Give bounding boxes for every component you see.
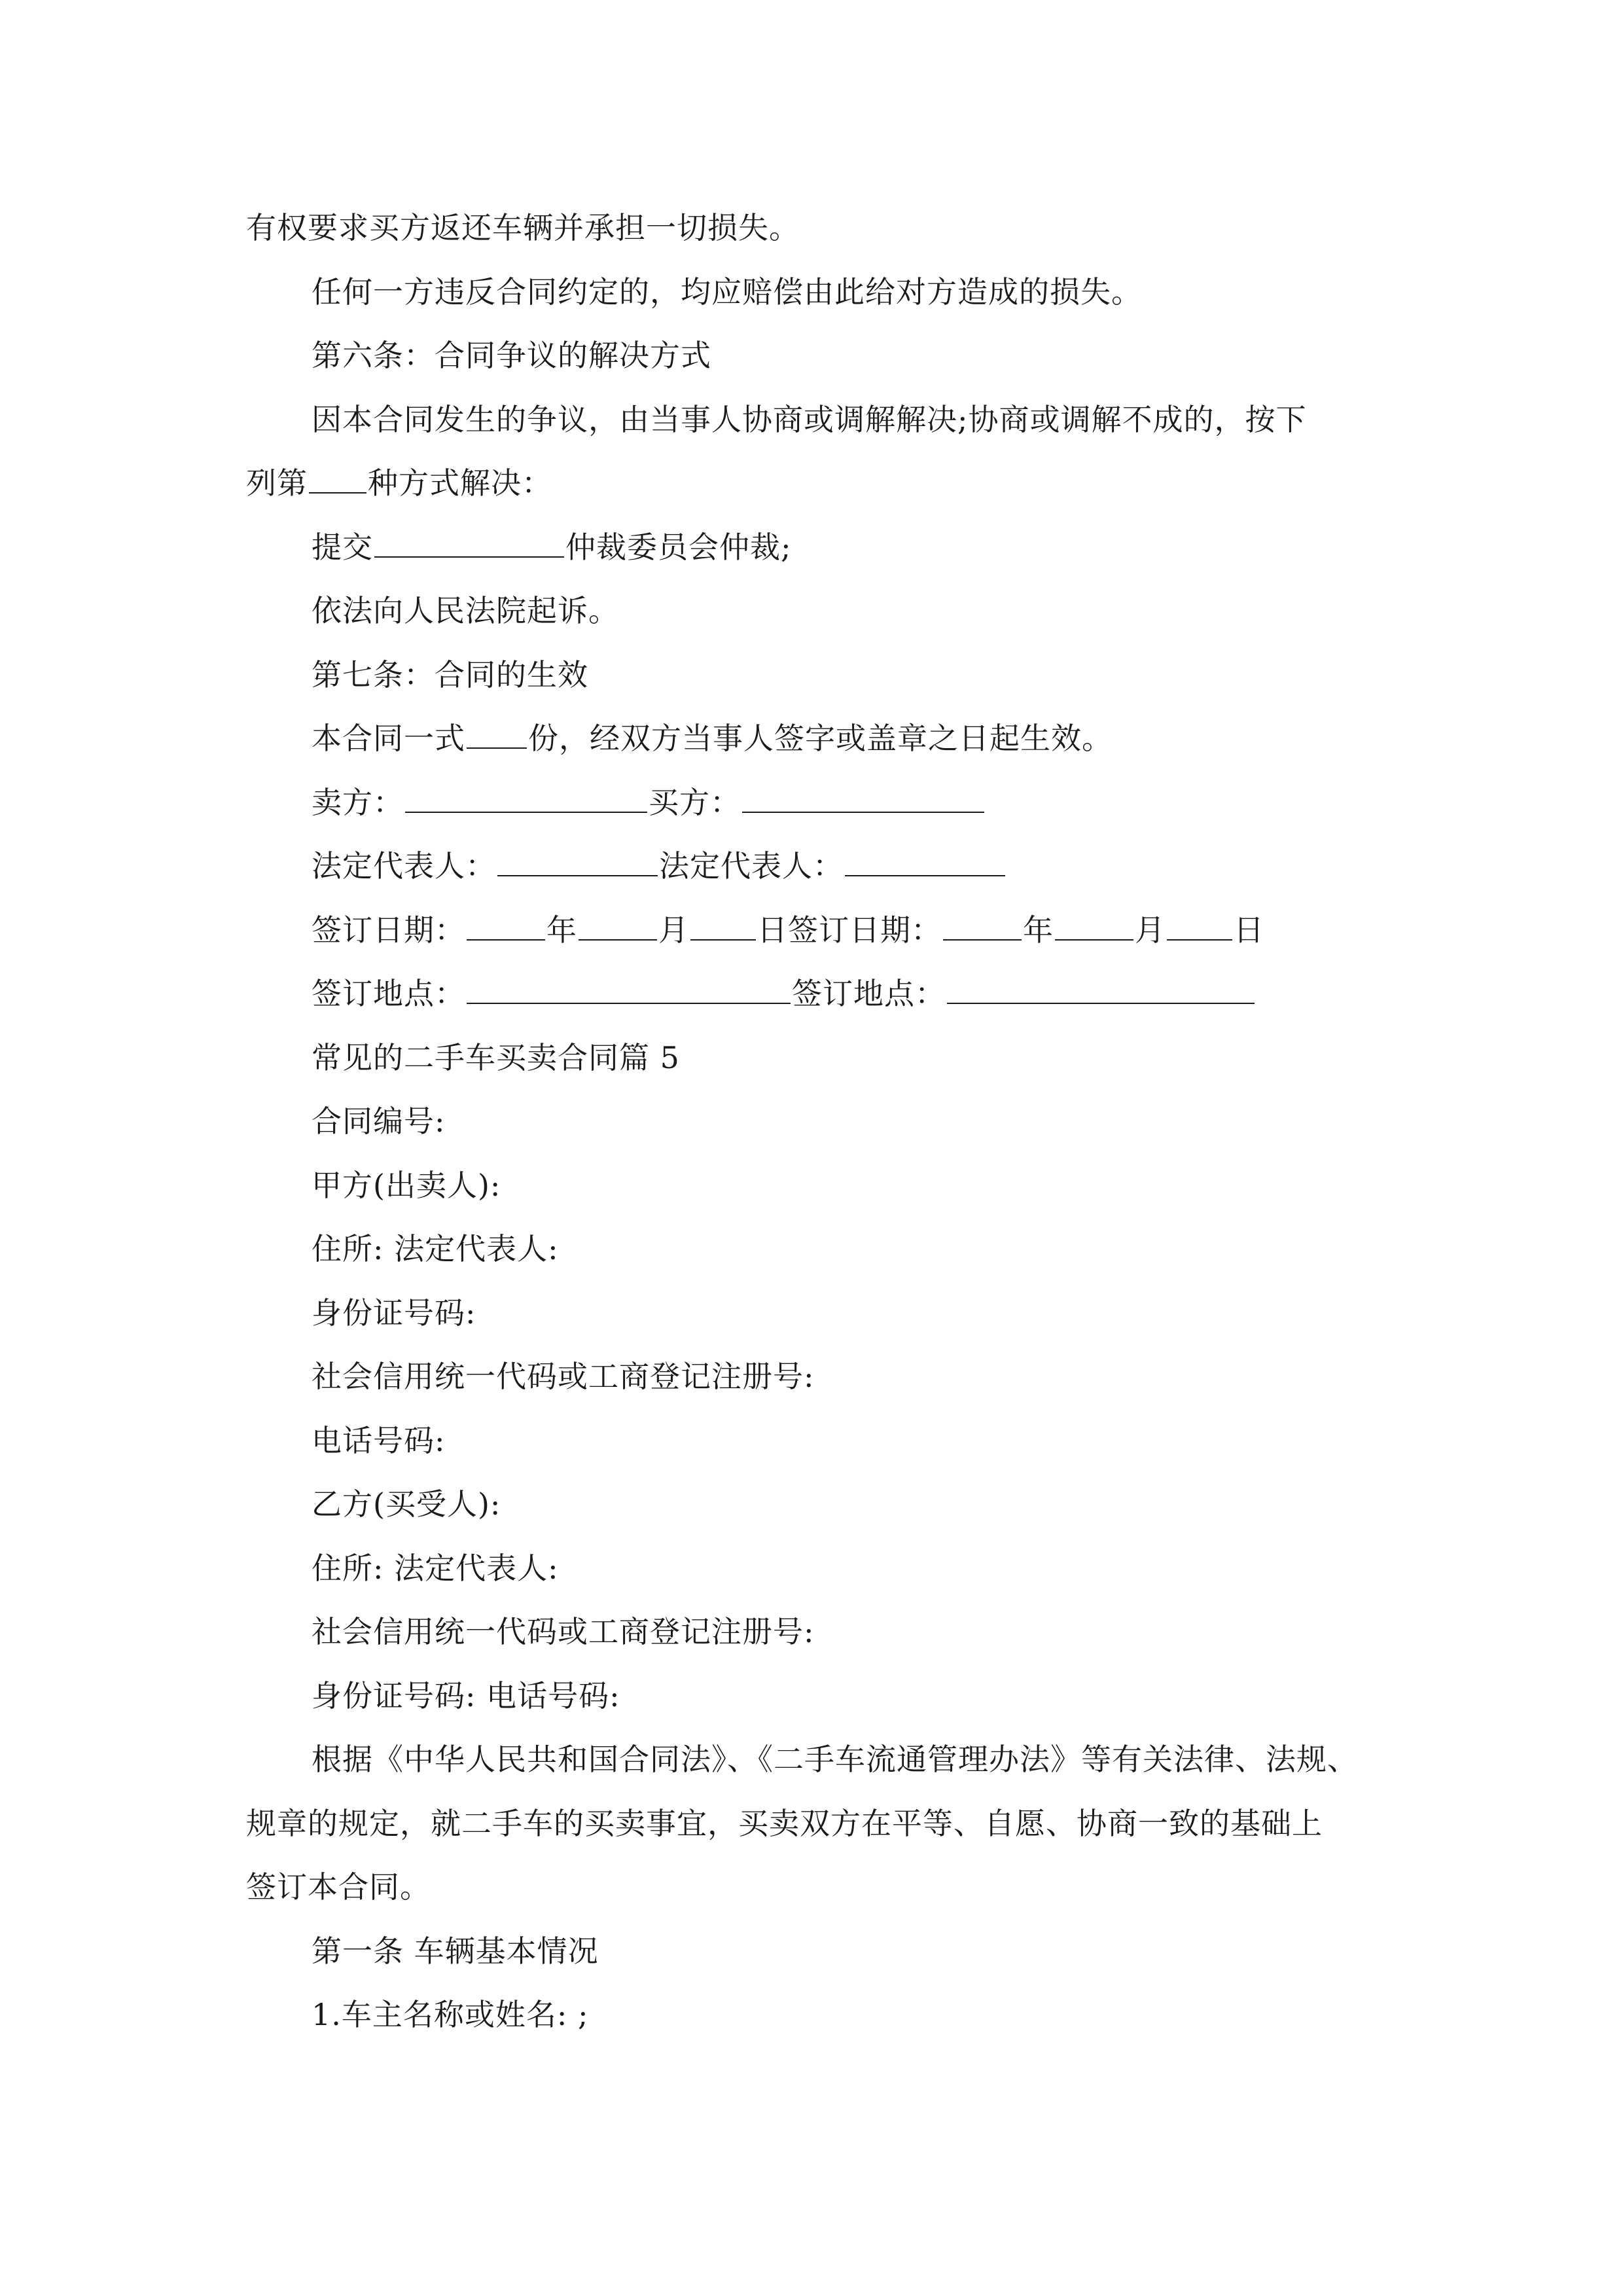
dispute-option-prefix: 列第	[246, 465, 308, 501]
document-body	[246, 196, 1378, 2047]
seller-year-blank[interactable]	[467, 913, 545, 941]
seller-place-label: 签订地点：	[312, 976, 465, 1011]
buyer-month-unit: 月	[1135, 912, 1166, 948]
buyer-year-blank[interactable]	[943, 913, 1022, 941]
buyer-signature-blank[interactable]	[742, 785, 984, 813]
paragraph-breach-compensation: 任何一方违反合同约定的，均应赔偿由此给对方造成的损失。	[312, 274, 1142, 310]
seller-month-unit: 月	[658, 912, 689, 948]
arbitration-suffix: 仲裁委员会仲裁;	[565, 529, 792, 565]
paragraph-dispute-line-1: 因本合同发生的争议，由当事人协商或调解解决;协商或调解不成的，按下	[312, 401, 1307, 437]
paragraph-dispute-line-2	[246, 452, 1378, 516]
basis-paragraph-line-3: 签订本合同。	[246, 1869, 431, 1905]
arbitration-prefix: 提交	[312, 529, 373, 565]
signing-place-row	[246, 962, 1378, 1026]
party-b-credit-code: 社会信用统一代码或工商登记注册号:	[312, 1614, 815, 1649]
seller-signature-blank[interactable]	[405, 785, 647, 813]
arbitration-option	[246, 516, 1378, 580]
party-a-credit-code: 社会信用统一代码或工商登记注册号:	[312, 1359, 815, 1394]
buyer-date-label: 日签订日期：	[757, 912, 942, 948]
party-a-phone: 电话号码:	[312, 1422, 446, 1458]
buyer-day-unit: 日	[1234, 912, 1264, 948]
dispute-option-suffix: 种方式解决：	[368, 465, 552, 501]
party-a-id-number: 身份证号码:	[312, 1295, 476, 1331]
article-7-heading: 第七条：合同的生效	[312, 656, 588, 692]
contract-number: 合同编号:	[312, 1103, 446, 1139]
seller-legal-rep-label: 法定代表人：	[312, 848, 496, 884]
signature-parties-row	[246, 771, 1378, 835]
buyer-legal-rep-label: 法定代表人：	[659, 848, 844, 884]
basis-paragraph-line-1: 根据《中华人民共和国合同法》、《二手车流通管理办法》等有关法律、法规、	[312, 1742, 1358, 1777]
buyer-label: 买方：	[649, 784, 741, 820]
article-1-heading: 第一条 车辆基本情况	[312, 1933, 599, 1969]
party-b-address: 住所: 法定代表人:	[312, 1550, 559, 1586]
buyer-day-blank[interactable]	[1167, 913, 1232, 941]
article-6-heading: 第六条：合同争议的解决方式	[312, 338, 711, 373]
dispute-option-blank[interactable]	[309, 466, 366, 493]
paragraph-return-vehicle: 有权要求买方返还车辆并承担一切损失。	[246, 210, 800, 245]
seller-legal-rep-blank[interactable]	[497, 849, 658, 876]
court-option: 依法向人民法院起诉。	[312, 593, 619, 628]
legal-representative-row	[246, 834, 1378, 899]
seller-date-label: 签订日期：	[312, 912, 465, 948]
buyer-month-blank[interactable]	[1055, 913, 1133, 941]
party-a-address: 住所: 法定代表人:	[312, 1231, 559, 1266]
seller-year-unit: 年	[546, 912, 577, 948]
signing-date-row	[246, 899, 1378, 963]
party-a-heading: 甲方(出卖人):	[312, 1167, 501, 1203]
arbitration-committee-blank[interactable]	[374, 530, 564, 558]
basis-paragraph-line-2: 规章的规定，就二手车的买卖事宜，买卖双方在平等、自愿、协商一致的基础上	[246, 1805, 1323, 1841]
effect-clause	[246, 707, 1378, 771]
copies-count-blank[interactable]	[467, 721, 527, 749]
effect-prefix: 本合同一式	[312, 721, 465, 756]
party-b-id-phone: 身份证号码: 电话号码:	[312, 1677, 620, 1713]
seller-day-blank[interactable]	[690, 913, 756, 941]
seller-label: 卖方：	[312, 784, 404, 820]
buyer-legal-rep-blank[interactable]	[845, 849, 1005, 876]
buyer-place-blank[interactable]	[947, 977, 1255, 1004]
effect-suffix: 份，经双方当事人签字或盖章之日起生效。	[528, 721, 1113, 756]
seller-place-blank[interactable]	[467, 977, 791, 1004]
buyer-place-label: 签订地点：	[792, 976, 946, 1011]
item-1-owner-name: 1.车主名称或姓名: ;	[312, 1997, 589, 2032]
party-b-heading: 乙方(买受人):	[312, 1486, 501, 1522]
section-5-heading: 常见的二手车买卖合同篇 5	[312, 1039, 680, 1075]
seller-month-blank[interactable]	[579, 913, 657, 941]
buyer-year-unit: 年	[1023, 912, 1054, 948]
